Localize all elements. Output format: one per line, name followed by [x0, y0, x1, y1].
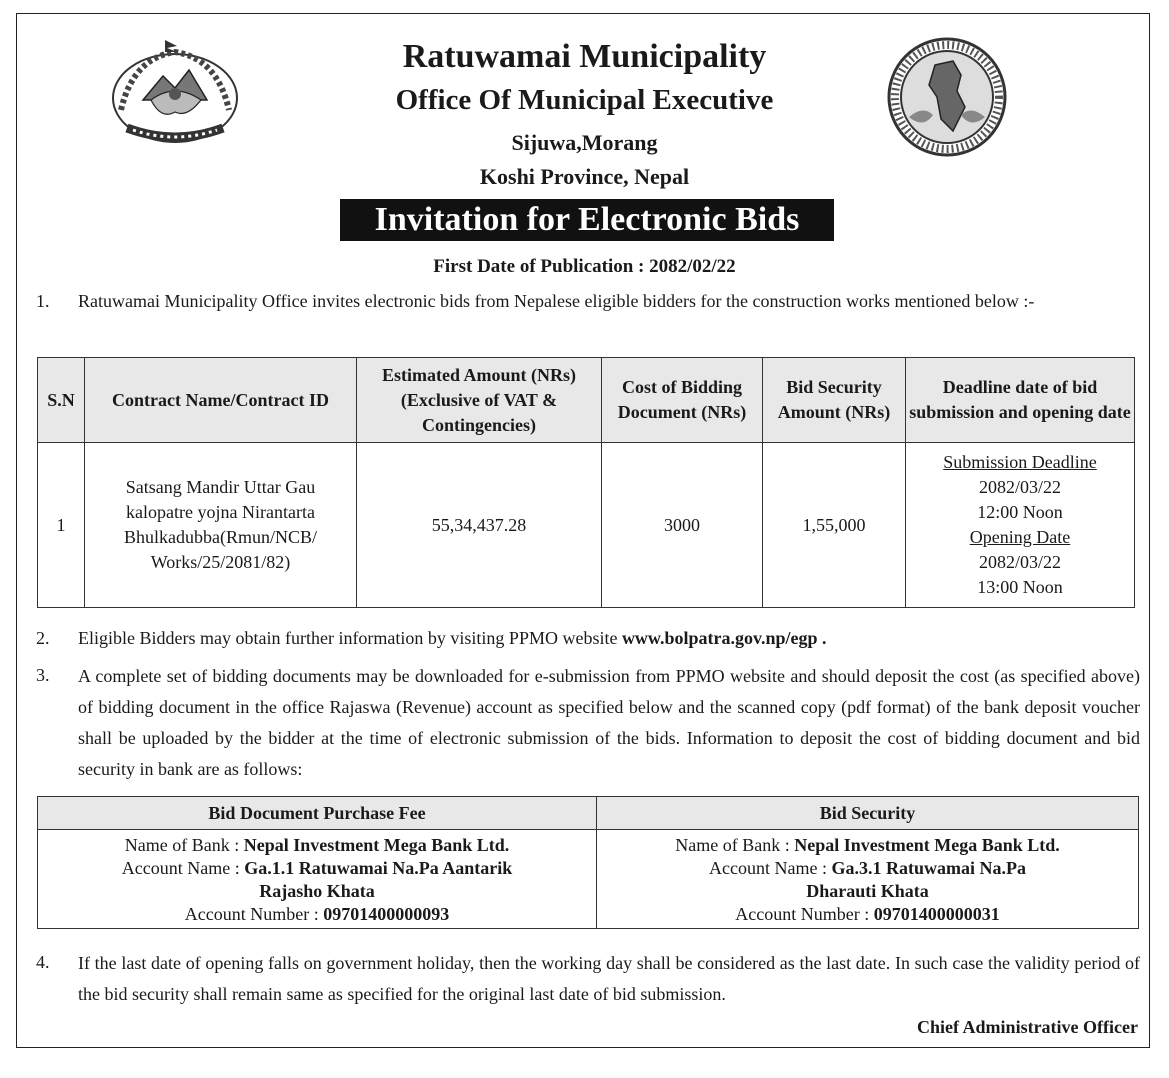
cell-sn: 1 [38, 443, 85, 608]
office-name: Office Of Municipal Executive [395, 84, 774, 116]
cell-doc-cost: 3000 [602, 443, 763, 608]
opening-label: Opening Date [969, 527, 1071, 547]
municipality-name: Ratuwamai Municipality [402, 38, 767, 75]
paragraph-text: Ratuwamai Municipality Office invites electronic bids from Nepalese eligible bidders for the construction works mentioned below :- [78, 291, 1035, 311]
cell-security: 1,55,000 [763, 443, 906, 608]
paragraph-3 [36, 661, 1140, 791]
col-contract: Contract Name/Contract ID [85, 358, 357, 443]
table-header-row [38, 358, 1135, 443]
fee-account-name-cont: Rajasho Khata [259, 881, 375, 901]
submission-date: 2082/03/22 [978, 477, 1061, 497]
fee-header: Bid Document Purchase Fee [38, 797, 597, 830]
opening-time: 13:00 Noon [977, 577, 1063, 597]
paragraph-number: 4. [36, 952, 50, 972]
works-table [37, 357, 1135, 608]
paragraph-number: 3. [36, 665, 50, 685]
security-account-name-cont: Dharauti Khata [806, 881, 929, 901]
col-sn: S.N [38, 358, 85, 443]
cell-contract: Satsang Mandir Uttar Gau kalopatre yojna Nirantarta Bhulkadubba(Rmun/NCB/ Works/25/2081/82) [85, 443, 357, 608]
publication-date: First Date of Publication : 2082/02/22 [433, 256, 736, 277]
cell-deadline [906, 443, 1135, 608]
security-bank-name: Nepal Investment Mega Bank Ltd. [794, 835, 1060, 855]
table-row [38, 830, 1139, 929]
col-security: Bid Security Amount (NRs) [763, 358, 906, 443]
security-account-name: Ga.3.1 Ratuwamai Na.Pa [831, 858, 1026, 878]
paragraph-text [78, 624, 1140, 653]
security-account-number: 09701400000031 [873, 904, 1000, 924]
paragraph-1 [36, 287, 1140, 347]
opening-date: 2082/03/22 [978, 552, 1061, 572]
province-name: Koshi Province, Nepal [479, 164, 690, 189]
fee-bank-name: Nepal Investment Mega Bank Ltd. [243, 835, 510, 855]
bank-details-table [37, 796, 1139, 929]
paragraph-text: A complete set of bidding documents may be downloaded for e-submission from PPMO website and should deposit the cost (as specified above) of bidding document in the office Rajaswa (Revenue) account as specified below and the scanned copy (pdf format) of the bank deposit voucher shall be uploaded by the bidder at the time of electronic submission of the bids. Information to deposit the cost of bidding document and bid security in bank are as follows: [78, 666, 1140, 779]
col-deadline: Deadline date of bid submission and opening date [906, 358, 1135, 443]
col-doc-cost: Cost of Bidding Document (NRs) [602, 358, 763, 443]
ppmo-website-link[interactable]: www.bolpatra.gov.np/egp . [621, 628, 827, 648]
cell-estimate: 55,34,437.28 [357, 443, 602, 608]
paragraph-text: If the last date of opening falls on government holiday, then the working day shall be considered as the last date. In such case the validity period of the bid security shall remain same as specified for the original last date of bid submission. [78, 953, 1140, 1004]
paragraph-2 [36, 624, 1140, 654]
submission-time: 12:00 Noon [977, 502, 1063, 522]
fee-account-cell: Name of Bank : Nepal Investment Mega Bank Ltd. Account Name : Ga.1.1 Ratuwamai Na.Pa Aantarik Rajasho Khata Account Number : 09701400000093 [38, 830, 597, 929]
paragraph-number: 1. [36, 291, 50, 311]
security-header: Bid Security [597, 797, 1139, 830]
col-estimate: Estimated Amount (NRs) (Exclusive of VAT & Contingencies) [357, 358, 602, 443]
submission-label: Submission Deadline [943, 452, 1097, 472]
paragraph-2-text: Eligible Bidders may obtain further information by visiting PPMO website [78, 628, 622, 648]
fee-account-number: 09701400000093 [323, 904, 450, 924]
fee-account-name: Ga.1.1 Ratuwamai Na.Pa Aantarik [244, 858, 513, 878]
paragraph-number: 2. [36, 628, 50, 648]
table-row [38, 443, 1135, 608]
paragraph-4 [36, 948, 1140, 1010]
notice-title-banner: Invitation for Electronic Bids [340, 199, 834, 241]
table-header-row [38, 797, 1139, 830]
office-address: Sijuwa,Morang [511, 130, 658, 155]
signatory: Chief Administrative Officer [917, 1017, 1138, 1037]
security-account-cell: Name of Bank : Nepal Investment Mega Bank Ltd. Account Name : Ga.3.1 Ratuwamai Na.Pa Dharauti Khata Account Number : 09701400000031 [597, 830, 1139, 929]
